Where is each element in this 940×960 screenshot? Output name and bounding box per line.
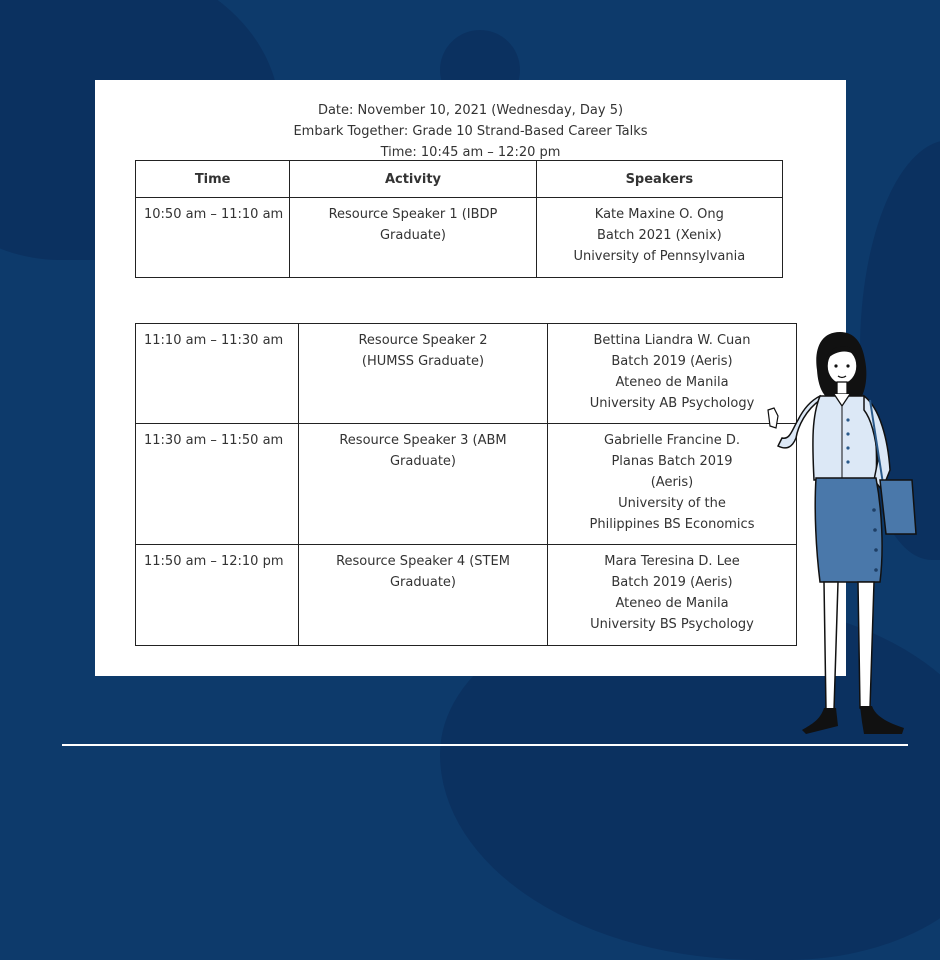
table-header-row: [136, 161, 783, 198]
time-cell: 10:50 am – 11:10 am: [136, 198, 290, 278]
header-date: Date: November 10, 2021 (Wednesday, Day 5): [317, 103, 624, 118]
table-row: [136, 545, 797, 646]
column-header-speakers: Speakers: [536, 161, 782, 198]
time-cell: 11:50 am – 12:10 pm: [136, 545, 299, 646]
header-time: Time: 10:45 am – 12:20 pm: [380, 145, 561, 160]
speaker-cell: Gabrielle Francine D. Planas Batch 2019 (Aeris) University of the Philippines BS Economics: [548, 424, 797, 545]
time-cell: 11:30 am – 11:50 am: [136, 424, 299, 545]
activity-cell: Resource Speaker 3 (ABM Graduate): [299, 424, 548, 545]
activity-cell: Resource Speaker 1 (IBDP Graduate): [290, 198, 536, 278]
woman-illustration: [762, 330, 922, 745]
divider-line: [62, 744, 908, 746]
speaker-cell: Bettina Liandra W. Cuan Batch 2019 (Aeris) Ateneo de Manila University AB Psychology: [548, 324, 797, 424]
schedule-header: [95, 100, 846, 163]
schedule-table-2: [135, 323, 797, 646]
column-header-time: Time: [136, 161, 290, 198]
activity-cell: Resource Speaker 4 (STEM Graduate): [299, 545, 548, 646]
activity-cell: Resource Speaker 2 (HUMSS Graduate): [299, 324, 548, 424]
table-row: [136, 424, 797, 545]
speaker-cell: Mara Teresina D. Lee Batch 2019 (Aeris) Ateneo de Manila University BS Psychology: [548, 545, 797, 646]
time-cell: 11:10 am – 11:30 am: [136, 324, 299, 424]
column-header-activity: Activity: [290, 161, 536, 198]
speaker-cell: Kate Maxine O. Ong Batch 2021 (Xenix) University of Pennsylvania: [536, 198, 782, 278]
schedule-card: [95, 80, 846, 676]
table-row: [136, 198, 783, 278]
schedule-table-1: [135, 160, 783, 278]
table-row: [136, 324, 797, 424]
header-event: Embark Together: Grade 10 Strand-Based Career Talks: [293, 124, 648, 139]
